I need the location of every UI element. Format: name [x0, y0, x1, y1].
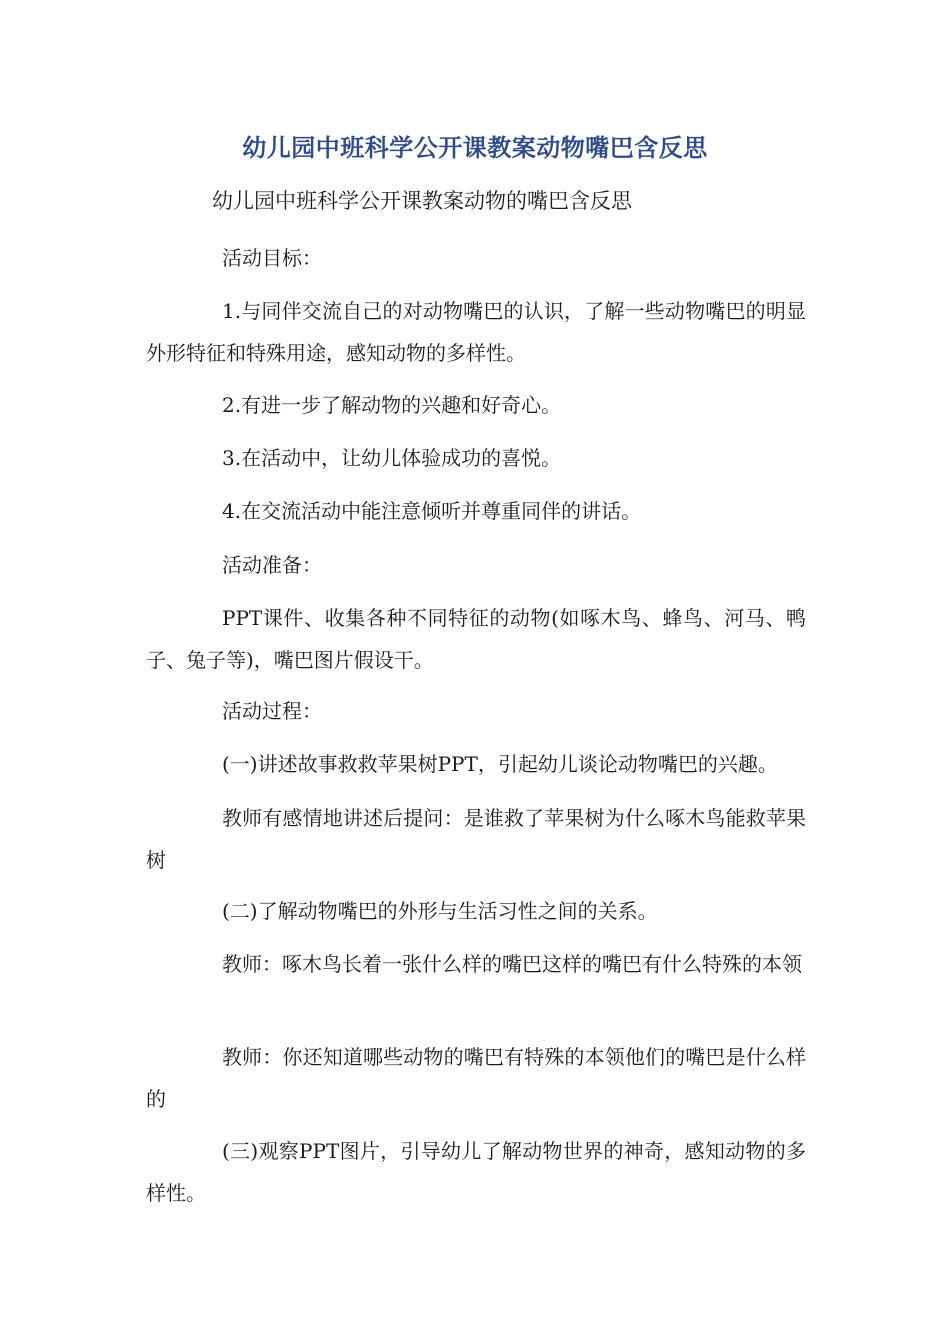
heading-activity-process: 活动过程：: [222, 699, 322, 723]
goal-item-1: 1.与同伴交流自己的对动物嘴巴的认识，了解一些动物嘴巴的明显外形特征和特殊用途，感知动物的多样性。: [146, 299, 806, 365]
heading-activity-preparation: 活动准备：: [222, 553, 322, 577]
process-step-2-question-2: 教师：你还知道哪些动物的嘴巴有特殊的本领他们的嘴巴是什么样的: [146, 1045, 806, 1111]
process-step-1: (一)讲述故事救救苹果树PPT，引起幼儿谈论动物嘴巴的兴趣。: [222, 752, 778, 776]
goal-item-3: 3.在活动中，让幼儿体验成功的喜悦。: [222, 446, 562, 470]
process-step-2: (二)了解动物嘴巴的外形与生活习性之间的关系。: [222, 899, 658, 923]
goal-item-4: 4.在交流活动中能注意倾听并尊重同伴的讲话。: [222, 499, 642, 523]
process-step-2-question-1: 教师：啄木鸟长着一张什么样的嘴巴这样的嘴巴有什么特殊的本领: [222, 952, 802, 976]
preparation-text: PPT课件、收集各种不同特征的动物(如啄木鸟、蜂鸟、河马、鸭子、兔子等)，嘴巴图片假设干。: [146, 606, 806, 672]
process-step-3: (三)观察PPT图片，引导幼儿了解动物世界的神奇，感知动物的多样性。: [146, 1139, 806, 1205]
document-subtitle: 幼儿园中班科学公开课教案动物的嘴巴含反思: [212, 189, 632, 213]
document-title: 幼儿园中班科学公开课教案动物嘴巴含反思: [242, 134, 708, 162]
goal-item-2: 2.有进一步了解动物的兴趣和好奇心。: [222, 393, 562, 417]
process-step-1-question: 教师有感情地讲述后提问：是谁救了苹果树为什么啄木鸟能救苹果树: [146, 806, 806, 872]
heading-activity-goals: 活动目标：: [222, 246, 322, 270]
